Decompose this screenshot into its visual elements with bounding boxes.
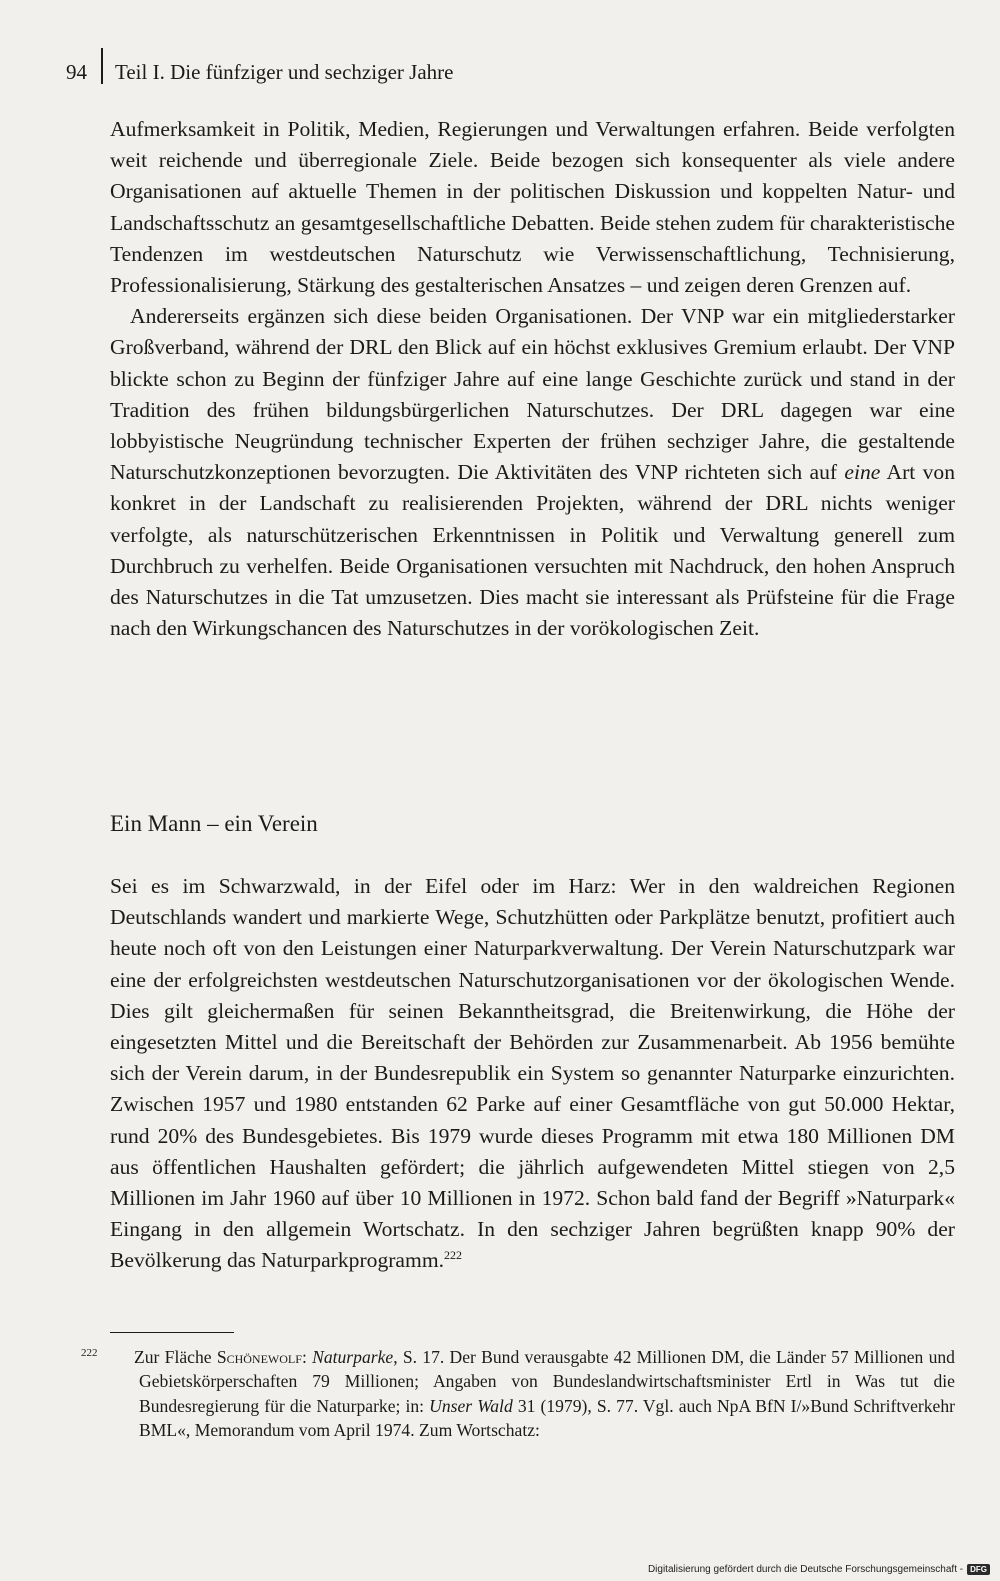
section-paragraph (110, 871, 955, 1277)
footnote-reference[interactable]: 222 (444, 1248, 463, 1263)
paragraph-2-text-b: Art von konkret in der Landschaft zu realisierenden Projekten, während der DRL nichts weniger verfolgte, als naturschützerischen Erkenntnissen in Politik und Verwaltung generell zum Durchbruch zu verhelfen. Beide Organisationen versuchten mit Nachdruck, den hohen Anspruch des Naturschutzes in die Tat umzusetzen. Dies macht sie interessant als Prüfsteine für die Frage nach den Wirkungschancen des Naturschutzes in der vorökologischen Zeit. (110, 460, 955, 641)
main-text (110, 114, 955, 644)
paragraph-2-emphasis: eine (844, 460, 881, 485)
section-text (110, 871, 955, 1277)
footnote-text-4: 31 (1979), S. 77. Vgl. auch NpA BfN I/»Bund Schriftverkehr BML«, Memorandum vom April 1974. Zum Wortschatz: (139, 1395, 955, 1441)
page-header (66, 52, 453, 92)
section-paragraph-text: Sei es im Schwarzwald, in der Eifel oder im Harz: Wer in den waldreichen Regionen Deutschlands wandert und markierte Wege, Schutzhütten oder Parkplätze benutzt, profitiert auch heute noch oft von den Leistungen einer Naturparkverwaltung. Der Verein Naturschutzpark war eine der erfolgreichsten westdeutschen Naturschutzorganisationen vor der ökologischen Wende. Dies gilt gleichermaßen für seinen Bekanntheitsgrad, die Breitenwirkung, die Höhe der eingesetzten Mittel und die Bereitschaft der Behörden zur Zusammenarbeit. Ab 1956 bemühte sich der Verein darum, in der Bundesrepublik ein System so genannter Naturparke einzurichten. Zwischen 1957 und 1980 entstanden 62 Parke auf einer Gesamtfläche von gut 50.000 Hektar, rund 20% des Bundesgebietes. Bis 1979 wurde dieses Programm mit etwa 180 Millionen DM aus öffentlichen Haushalten gefördert; die jährlich aufgewendeten Mittel stiegen von 2,5 Millionen im Jahr 1960 auf über 10 Millionen in 1972. Schon bald fand der Begriff »Naturpark« Eingang in den allgemein Wortschatz. In den sechziger Jahren begrüßten knapp 90% der Bevölkerung das Naturparkprogramm. (110, 874, 955, 1273)
footnote-text-2: : (301, 1347, 313, 1367)
paragraph-2 (110, 301, 955, 644)
footnote-divider (110, 1332, 234, 1333)
footnote-text-3: , S. 17. Der Bund verausgabte 42 Millionen DM, die Länder 57 Millionen und Gebietskörperschaften 79 Millionen; Angaben von Bundeslandwirtschaftsminister Ertl in Was tut die Bundesregierung für die Naturparke; in: (139, 1347, 955, 1416)
page-number: 94 (66, 59, 87, 84)
digitization-credit (648, 1564, 990, 1575)
paragraph-1: Aufmerksamkeit in Politik, Medien, Regierungen und Verwaltungen erfahren. Beide verfolgten weit reichende und überregionale Ziele. Beide bezogen sich konsequenter als viele andere Organisationen auf aktuelle Themen in der politischen Diskussion und koppelten Natur- und Landschaftsschutz an gesamtgesellschaftliche Debatten. Beide stehen zudem für charakteristische Tendenzen im westdeutschen Naturschutz wie Verwissenschaftlichung, Technisierung, Professionalisierung, Stärkung des gestalterischen Ansatzes – und zeigen deren Grenzen auf. (110, 117, 955, 298)
section-heading: Ein Mann – ein Verein (110, 811, 318, 836)
credit-text: Digitalisierung gefördert durch die Deutsche Forschungsgemeinschaft - (647, 1564, 964, 1575)
footnote (81, 1345, 955, 1443)
footnote-title-2: Unser Wald (429, 1395, 513, 1416)
running-title: Teil I. Die fünfziger und sechziger Jahre (115, 59, 454, 84)
header-divider (101, 48, 103, 84)
footnote-author: Schönewolf (216, 1347, 302, 1367)
footnote-text-1: Zur Fläche (134, 1347, 217, 1367)
paragraph-2-text-a: Andererseits ergänzen sich diese beiden Organisationen. Der VNP war ein mitgliederstarker Großverband, während der DRL den Blick auf ein höchst exklusives Gremium erlaubt. Der VNP blickte schon zu Beginn der fünfziger Jahre auf eine lange Geschichte zurück und stand in der Tradition des frühen bildungsbürgerlichen Naturschutzes. Der DRL dagegen war eine lobbyistische Neugründung technischer Experten der frühen sechziger Jahre, die gestaltende Naturschutzkonzeptionen bevorzugten. Die Aktivitäten des VNP richteten sich auf (110, 304, 955, 485)
dfg-logo: DFG (967, 1564, 990, 1575)
footnote-title-1: Naturparke (312, 1347, 394, 1367)
footnote-222: 222 Zur Fläche Schönewolf: Naturparke, S. 17. Der Bund verausgabte 42 Millionen DM, die Länder 57 Millionen und Gebietskörperschaften 79 Millionen; Angaben von Bundeslandwirtschaftsminister Ertl in Was tut die Bundesregierung für die Naturparke; in: Unser Wald 31 (1979), S. 77. Vgl. auch NpA BfN I/»Bund Schriftverkehr BML«, Memorandum vom April 1974. Zum Wortschatz: (81, 1347, 955, 1441)
